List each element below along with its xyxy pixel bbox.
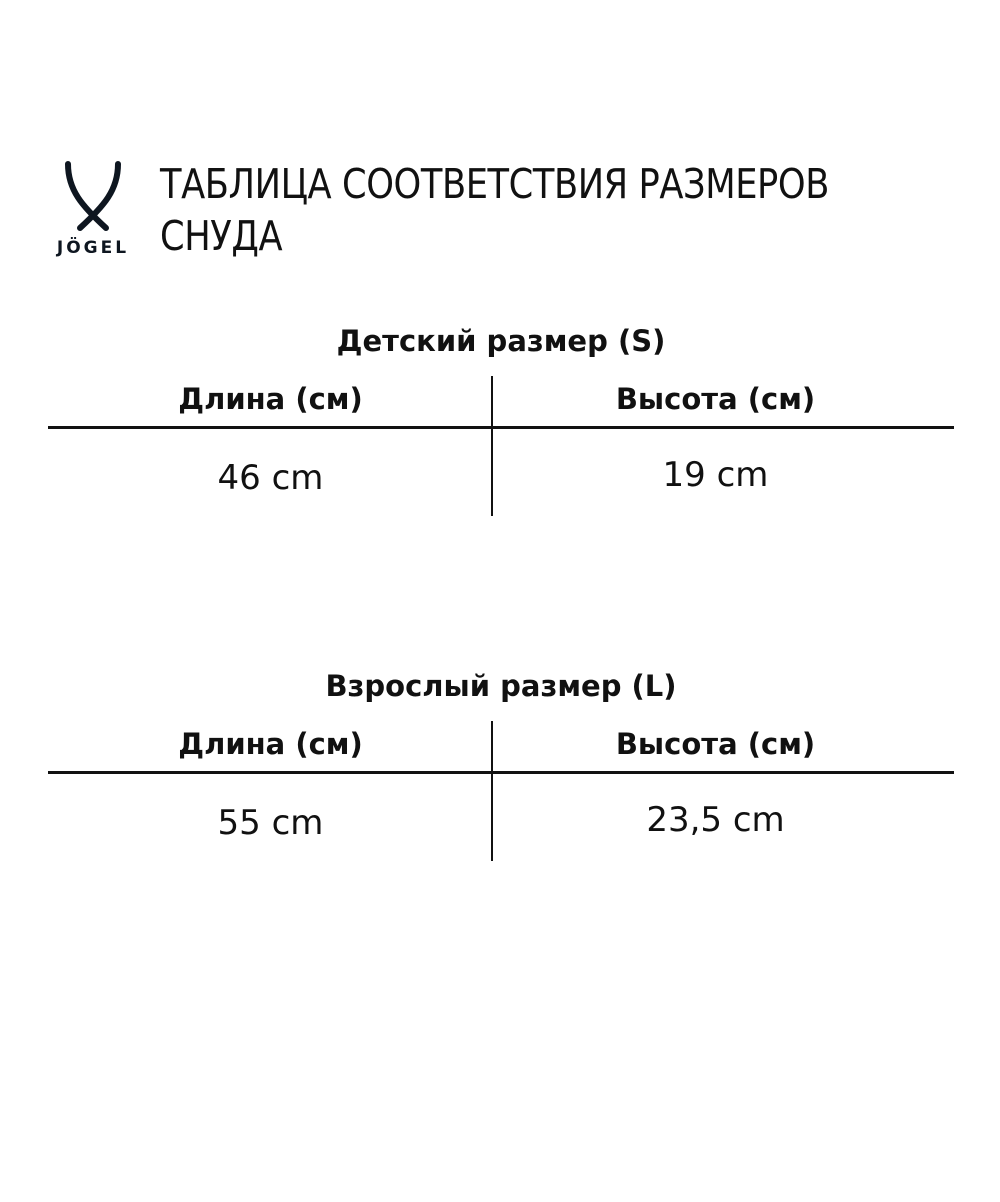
table-caption: Взрослый размер (L) bbox=[325, 669, 677, 703]
value-length: 55 cm bbox=[217, 803, 324, 843]
size-table-kids bbox=[48, 324, 954, 524]
column-header-height: Высота (см) bbox=[615, 727, 816, 761]
page-title-line-1: ТАБЛИЦА СООТВЕТСТВИЯ РАЗМЕРОВ bbox=[160, 160, 829, 208]
page-title bbox=[160, 158, 865, 262]
column-header-length: Длина (см) bbox=[178, 382, 363, 416]
brand-wordmark: JÖGEL bbox=[56, 238, 130, 258]
value-height: 19 cm bbox=[662, 455, 769, 495]
page-title-line-2: СНУДА bbox=[160, 212, 283, 260]
table-header-divider bbox=[48, 426, 954, 429]
value-height: 23,5 cm bbox=[646, 800, 785, 840]
value-length: 46 cm bbox=[217, 458, 324, 498]
jogel-emblem-icon bbox=[62, 160, 124, 232]
table-header-divider bbox=[48, 771, 954, 774]
table-caption: Детский размер (S) bbox=[336, 324, 666, 358]
column-header-height: Высота (см) bbox=[615, 382, 816, 416]
size-table-adults bbox=[48, 669, 954, 869]
column-header-length: Длина (см) bbox=[178, 727, 363, 761]
brand-logo bbox=[40, 160, 146, 270]
